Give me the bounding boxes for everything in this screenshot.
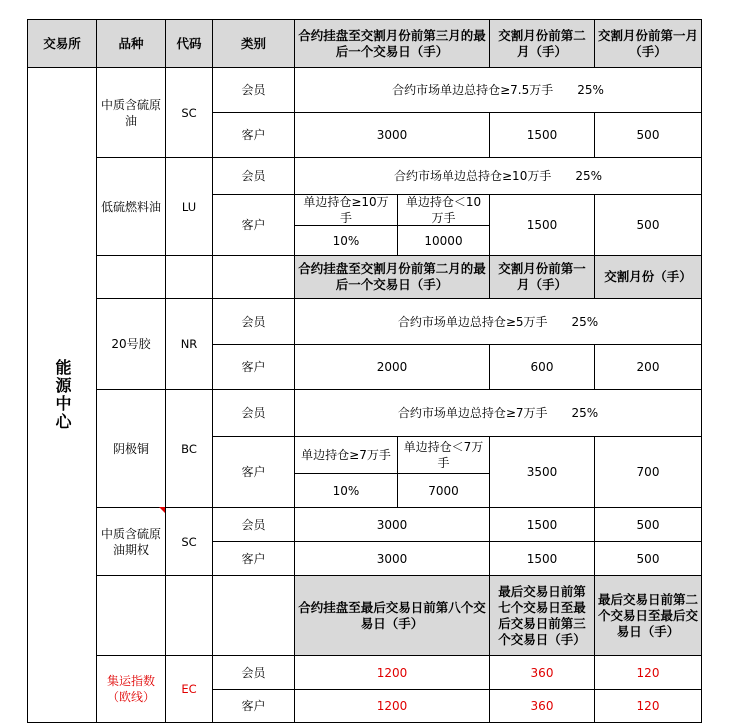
header-col2: 交割月份前第二月（手） [489, 19, 595, 68]
sco-client-v2: 1500 [489, 541, 595, 576]
lu-client-v3: 500 [594, 194, 702, 256]
header-col3: 交割月份前第一月（手） [594, 19, 702, 68]
bc-client-v2: 3500 [489, 436, 595, 508]
header2-col1: 合约挂盘至交割月份前第二月的最后一个交易日（手） [294, 255, 490, 299]
nr-code: NR [165, 298, 213, 390]
bc-member-label: 会员 [212, 389, 295, 437]
ec-member-v3: 120 [594, 655, 702, 690]
blank-category-1 [212, 255, 295, 299]
header-exchange: 交易所 [27, 19, 97, 68]
exchange-name-cell [27, 67, 97, 723]
lu-sub-b-value: 10000 [397, 225, 490, 256]
sc-client-v1: 3000 [294, 112, 490, 158]
sc-client-v2: 1500 [489, 112, 595, 158]
bc-variety: 阴极铜 [96, 389, 166, 508]
ec-variety: 集运指数（欧线） [96, 655, 166, 723]
header-variety: 品种 [96, 19, 166, 68]
sco-client-v1: 3000 [294, 541, 490, 576]
nr-client-v3: 200 [594, 344, 702, 390]
ec-client-v2: 360 [489, 689, 595, 723]
sco-client-label: 客户 [212, 541, 295, 576]
ec-code: EC [165, 655, 213, 723]
blank-code-2 [165, 575, 213, 656]
sc-member-value: 合约市场单边总持仓≥7.5万手 25% [294, 67, 702, 113]
sco-member-v1: 3000 [294, 507, 490, 542]
header-col1: 合约挂盘至交割月份前第三月的最后一个交易日（手） [294, 19, 490, 68]
ec-client-v3: 120 [594, 689, 702, 723]
blank-code-1 [165, 255, 213, 299]
blank-category-2 [212, 575, 295, 656]
exchange-name: 能源中心 [53, 359, 72, 431]
nr-variety: 20号胶 [96, 298, 166, 390]
blank-variety-1 [96, 255, 166, 299]
sc-client-label: 客户 [212, 112, 295, 158]
bc-sub-b-value: 7000 [397, 473, 490, 508]
ec-client-label: 客户 [212, 689, 295, 723]
sco-member-label: 会员 [212, 507, 295, 542]
bc-client-label: 客户 [212, 436, 295, 508]
ec-member-v1: 1200 [294, 655, 490, 690]
nr-client-v1: 2000 [294, 344, 490, 390]
ec-member-v2: 360 [489, 655, 595, 690]
sc-member-label: 会员 [212, 67, 295, 113]
blank-variety-2 [96, 575, 166, 656]
sco-member-v3: 500 [594, 507, 702, 542]
sc-client-v3: 500 [594, 112, 702, 158]
lu-member-value: 合约市场单边总持仓≥10万手 25% [294, 157, 702, 195]
lu-client-label: 客户 [212, 194, 295, 256]
header-category: 类别 [212, 19, 295, 68]
sc-variety: 中质含硫原油 [96, 67, 166, 158]
lu-sub-a-value: 10% [294, 225, 398, 256]
sco-code: SC [165, 507, 213, 576]
sco-variety: 中质含硫原油期权 [96, 507, 166, 576]
bc-sub-a-label: 单边持仓≥7万手 [294, 436, 398, 474]
nr-member-label: 会员 [212, 298, 295, 345]
header3-col3: 最后交易日前第二个交易日至最后交易日（手） [594, 575, 702, 656]
nr-member-value: 合约市场单边总持仓≥5万手 25% [294, 298, 702, 345]
header2-col3: 交割月份（手） [594, 255, 702, 299]
ec-client-v1: 1200 [294, 689, 490, 723]
nr-client-v2: 600 [489, 344, 595, 390]
lu-code: LU [165, 157, 213, 256]
sco-client-v3: 500 [594, 541, 702, 576]
bc-sub-a-value: 10% [294, 473, 398, 508]
lu-member-label: 会员 [212, 157, 295, 195]
ec-member-label: 会员 [212, 655, 295, 690]
bc-sub-b-label: 单边持仓＜7万手 [397, 436, 490, 474]
lu-variety: 低硫燃料油 [96, 157, 166, 256]
nr-client-label: 客户 [212, 344, 295, 390]
lu-client-v2: 1500 [489, 194, 595, 256]
sco-member-v2: 1500 [489, 507, 595, 542]
bc-client-v3: 700 [594, 436, 702, 508]
bc-member-value: 合约市场单边总持仓≥7万手 25% [294, 389, 702, 437]
header2-col2: 交割月份前第一月（手） [489, 255, 595, 299]
lu-sub-b-label: 单边持仓＜10万手 [397, 194, 490, 226]
header-code: 代码 [165, 19, 213, 68]
sc-code: SC [165, 67, 213, 158]
header3-col2: 最后交易日前第七个交易日至最后交易日前第三个交易日（手） [489, 575, 595, 656]
lu-sub-a-label: 单边持仓≥10万手 [294, 194, 398, 226]
bc-code: BC [165, 389, 213, 508]
header3-col1: 合约挂盘至最后交易日前第八个交易日（手） [294, 575, 490, 656]
